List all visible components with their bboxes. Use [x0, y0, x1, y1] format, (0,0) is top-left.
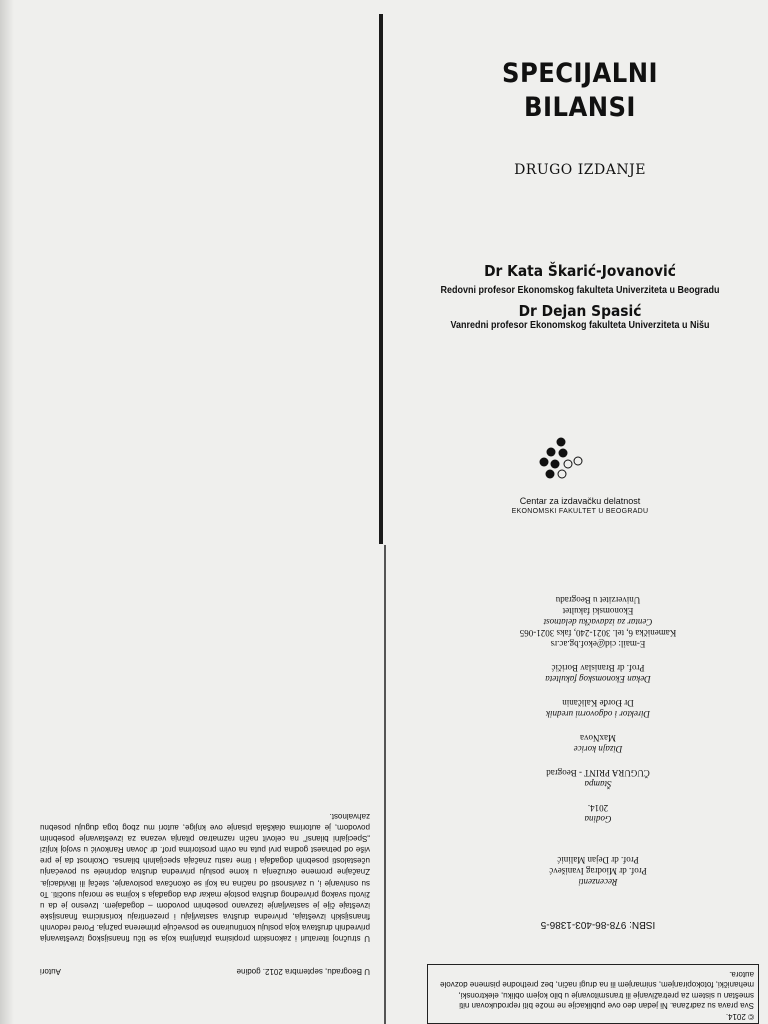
director-value: Dr Đorđe Kaličanin [562, 698, 634, 708]
cover-block [488, 732, 708, 754]
director-block [488, 697, 708, 719]
faculty-name: Ekonomski fakultet [562, 606, 634, 616]
print-label: Štampa [584, 779, 612, 789]
isbn: ISBN: 978-86-403-1386-5 [540, 919, 656, 930]
printer-value: ČUGURA PRINT - Beograd [546, 768, 650, 778]
preface-text: U stručnoj literaturi i zakonskim propisima pitanjima koja se tiču finansijskog izveštavanja privrednih društava koja posluju kontinuirano se posvećuje primerena pažnja. Pored redovnih finansijskih izveštaja, privredna društva sastavljaju i prezentiraju korisnicima finansijske izveštaje čije je sastavljanje izazvano posebnim povodom – događajem. Izvesno je da u životu svakog privrednog društva postoje makar dva događaja s kojima se moraju suočiti. To su osnivanje i, u zavisnosti od načina na koji se okončava poslovanje, stečaj ili likvidacija. Značajne promene okruženja u kome posluju privredna društva doprinele su povećanju učestalosti posebnih događaja i time rastu značaja specijalnih bilansa. Okolnost da je pre više od petnaest godina prvi puta na ovim prostorima prof. dr Jovan Ranković u svojoj knjizi „Specijalni bilansi” na celovit način razmatrao pitanja vezana za izveštavanje posebnim povodom, je autorima olakšala pisanje ove knjige, autori mu zbog toga duguju posebnu zahvalnost. [40, 811, 370, 943]
center-name: Centar za izdavačku delatnost [543, 617, 653, 627]
author1-affiliation: Redovni profesor Ekonomskog fakulteta Univerziteta u Beogradu [440, 285, 720, 296]
dean-label: Dekan Ekonomskog fakulteta [545, 674, 651, 684]
year-block [488, 802, 708, 824]
author2-name: Dr Dejan Spasić [518, 302, 642, 320]
copyright-text [432, 969, 754, 1022]
rights-notice: Sva prava su zadržana. Ni jedan deo ove publikacije ne može biti reprodukovan niti smeštan u sistem za pretraživanje ili transmitovanje u bilo kojem obliku, elektronski, mehanički, fotokopiranjem, snimanjem ili na drugi način, bez prethodne pismene dozvole autora. [440, 970, 754, 1011]
preface-place-date: U Beogradu, septembra 2012. godine [236, 967, 370, 976]
reviewers-label: Recenzenti [578, 877, 618, 887]
publisher-faculty: EKONOMSKI FAKULTET U BEOGRADU [511, 508, 649, 515]
author2-affiliation: Vanredni profesor Ekonomskog fakulteta Univerziteta u Nišu [450, 320, 710, 331]
reviewer-2: Prof. dr Dejan Malinić [557, 855, 639, 865]
email: E-mail: cid@ekof.bg.ac.rs [550, 639, 646, 649]
copyright-year: © 2014. [725, 1012, 754, 1021]
edition-label: DRUGO IZDANJE [514, 162, 646, 178]
cover-label: Dizajn korice [573, 744, 623, 754]
print-block [488, 767, 708, 789]
author1-name: Dr Kata Škarić-Jovanović [484, 262, 676, 280]
publisher-address-block [488, 594, 708, 649]
year-label: Godina [584, 814, 612, 824]
director-label: Direktor i odgovorni urednik [545, 709, 651, 719]
book-title-line1: SPECIJALNI [501, 58, 658, 89]
preface-authors: Autori [40, 967, 61, 976]
address: Kamenička 6, tel. 3021-240, faks 3021-065 [519, 628, 677, 638]
publisher-center: Centar za izdavačku delatnost [519, 496, 641, 506]
upside-down-page [0, 548, 768, 1024]
publisher-logo-icon [535, 436, 595, 486]
book-title-line2: BILANSI [524, 92, 636, 123]
dean-block [488, 662, 708, 684]
year-value: 2014. [587, 803, 609, 813]
cover-value: MaxNova [580, 733, 616, 743]
book-spine-line [379, 14, 383, 544]
preface-signature [40, 967, 370, 976]
university-name: Univerzitet u Beogradu [555, 595, 641, 605]
dean-value: Prof. dr Branislav Boričić [551, 663, 645, 673]
reviewer-1: Prof. dr Miodrag Ivaniševć [549, 866, 647, 876]
reviewers-block [488, 854, 708, 887]
